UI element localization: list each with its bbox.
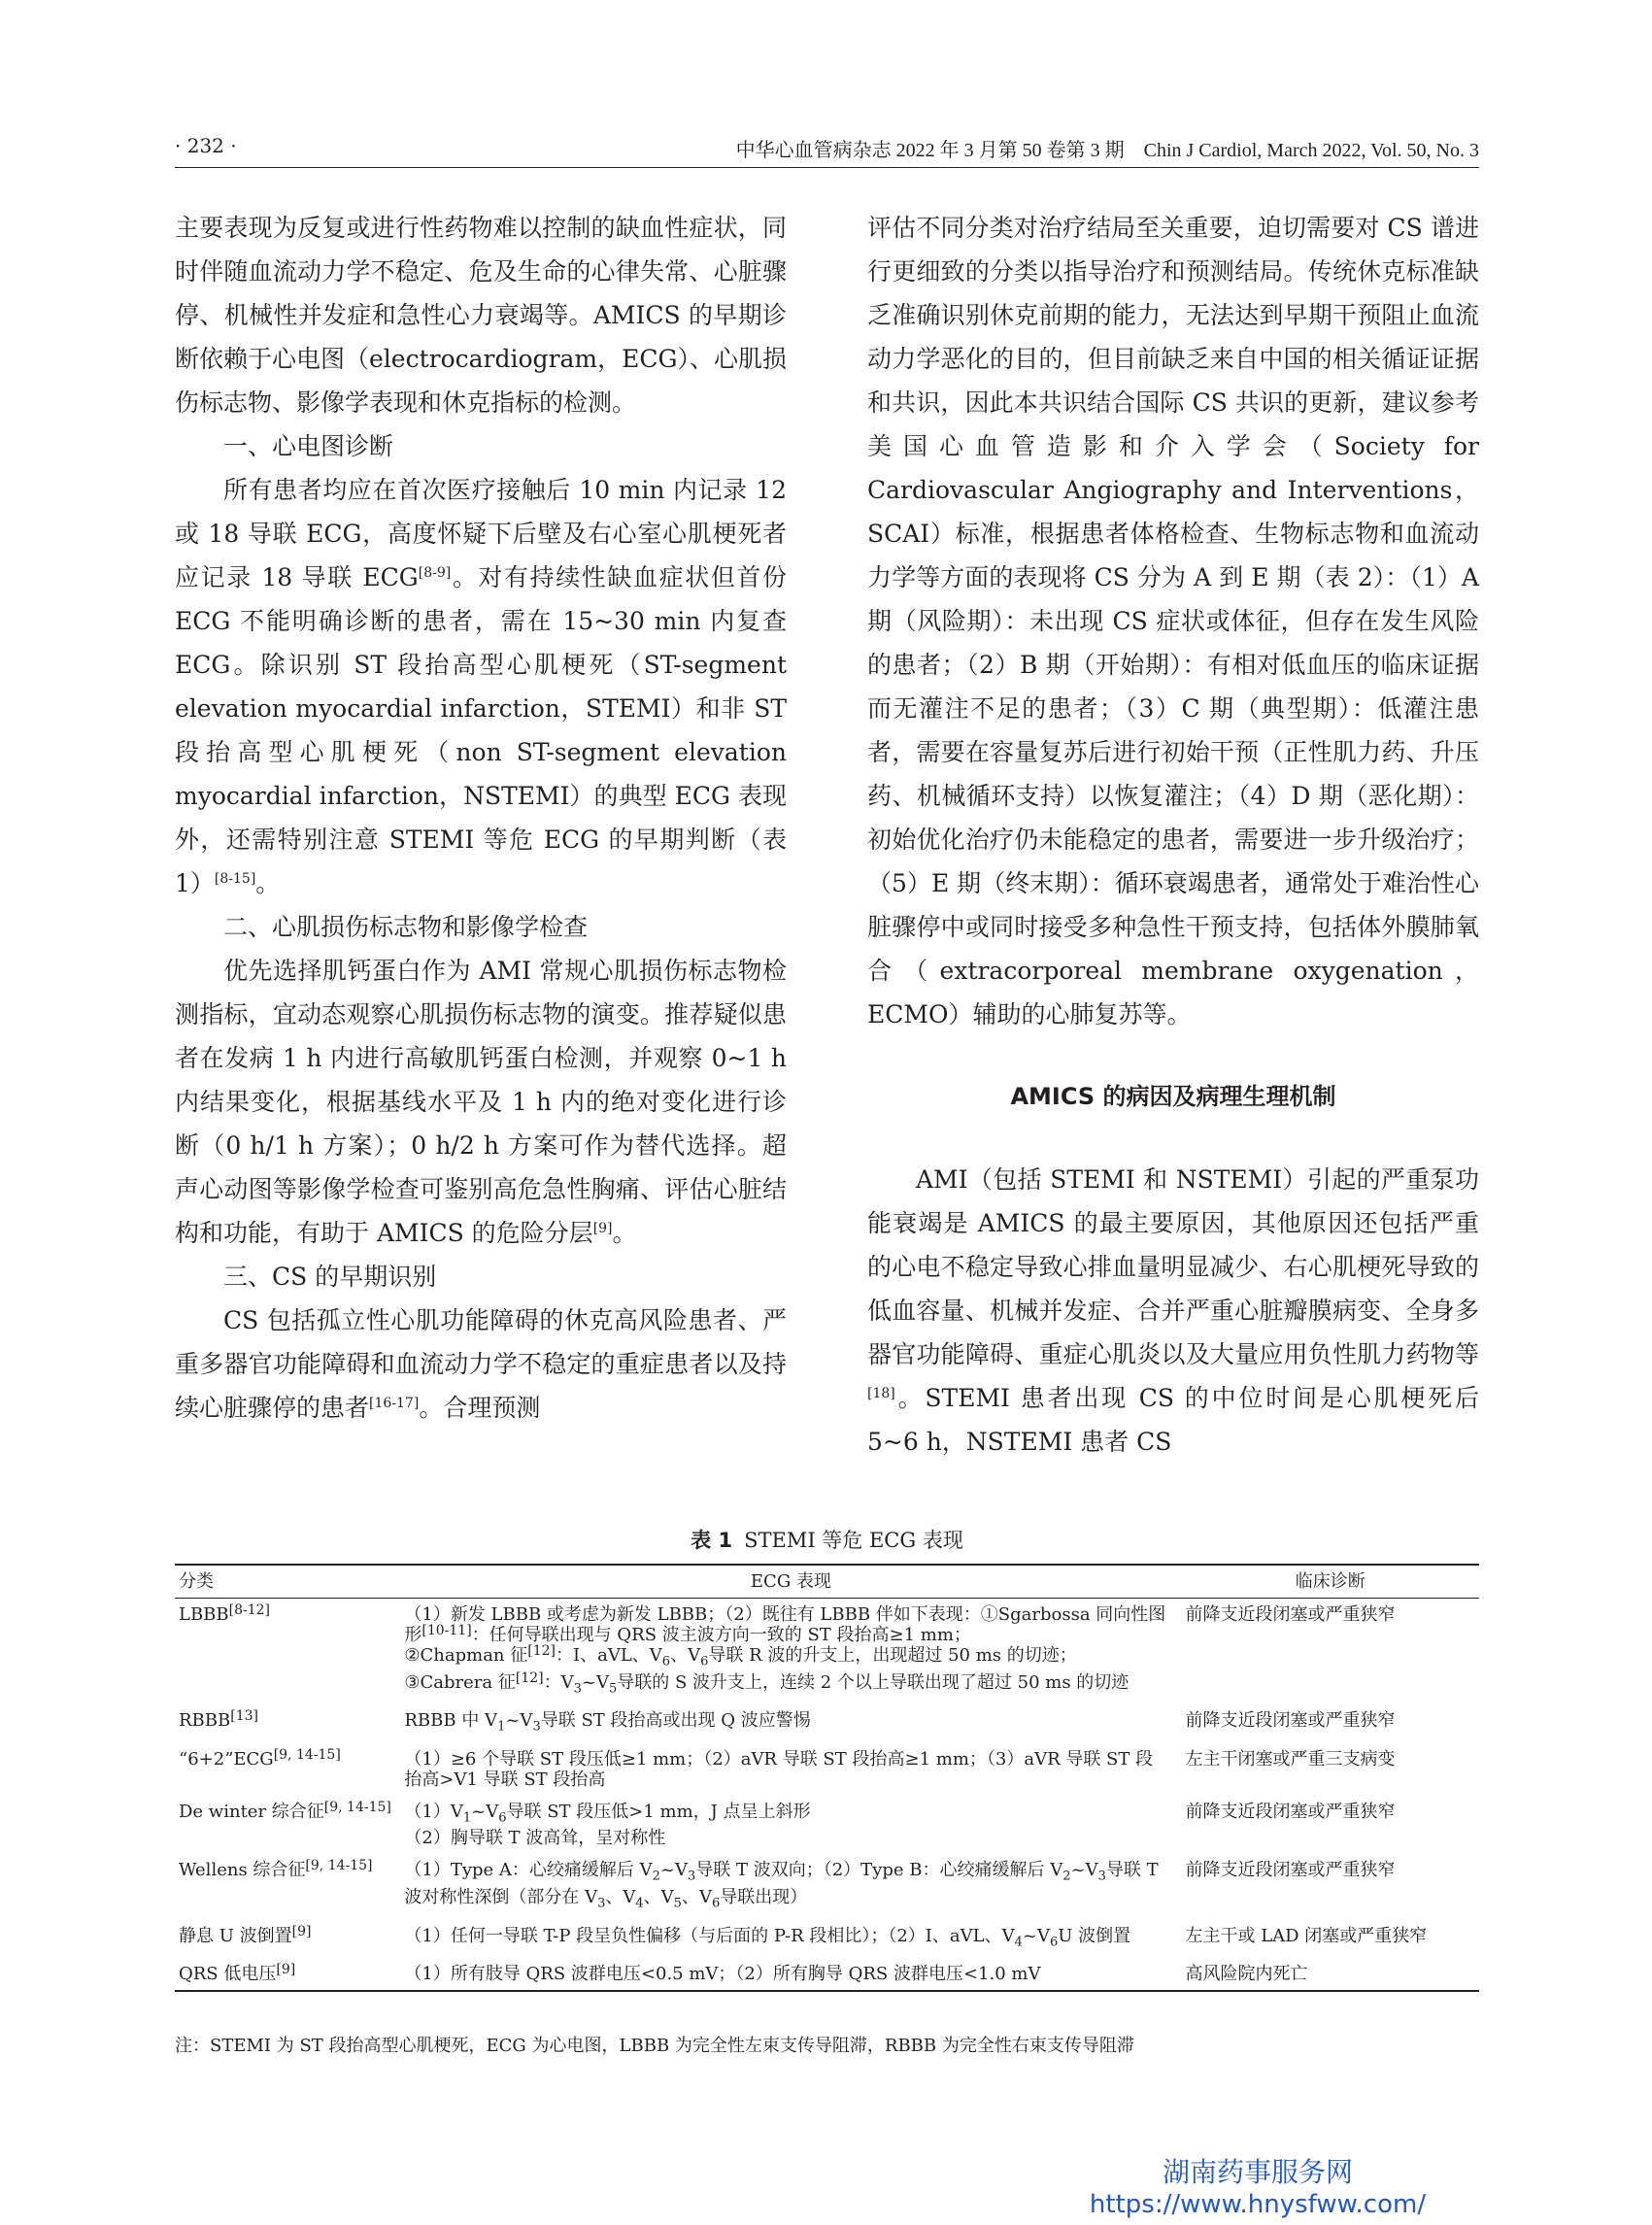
table-row bbox=[175, 1704, 1479, 1743]
paragraph: CS 包括孤立性心肌功能障碍的休克高风险患者、严重多器官功能障碍和血流动力学不稳定的重症患者以及持续心脏骤停的患者[16-17]。合理预测 bbox=[175, 1306, 787, 1422]
table-cell-diagnosis: 前降支近段闭塞或严重狭窄 bbox=[1185, 1860, 1396, 1881]
paragraph: 优先选择肌钙蛋白作为 AMI 常规心肌损伤标志物检测指标，宜动态观察心肌损伤标志物的演变。推荐疑似患者在发病 1 h 内进行高敏肌钙蛋白检测，并观察 0~1 h 内结果变化，根据基线水平及 1 h 内的绝对变化进行诊断（0 h/1 h 方案）；0 h/2 h 方案可作为替代选择。超声心动图等影像学检查可鉴别高危急性胸痛、评估心脏结构和功能，有助于 AMICS 的危险分层[9]。 bbox=[175, 957, 787, 1247]
table-row bbox=[175, 1958, 1479, 1991]
table-cell-ecg: RBBB 中 $V_1\sim V_3$导联 ST 段抬高或出现 Q 波应警惕 bbox=[404, 1710, 811, 1735]
table-cell-ecg: （1）≥6 个导联 ST 段压低≥1 mm；（2）aVR 导联 ST 段抬高≥1 mm；（3）aVR 导联 ST 段抬高>V1 导联 ST 段抬高 bbox=[404, 1748, 1154, 1790]
left-column bbox=[175, 206, 787, 1430]
table-cell-category: 静息 U 波倒置[9] bbox=[179, 1923, 312, 1946]
table-caption bbox=[175, 1525, 1479, 1554]
watermark bbox=[1063, 2156, 1452, 2220]
table-cell-diagnosis: 前降支近段闭塞或严重狭窄 bbox=[1185, 1710, 1396, 1732]
table-1 bbox=[175, 1564, 1479, 1992]
paragraph: AMI（包括 STEMI 和 NSTEMI）引起的严重泵功能衰竭是 AMICS 的最主要原因，其他原因还包括严重的心电不稳定导致心排血量明显减少、右心肌梗死导致的低血容量、机械并发症、合并严重心脏瓣膜病变、全身多器官功能障碍、重症心肌炎以及大量应用负性肌力药物等[18]。STEMI 患者出现 CS 的中位时间是心肌梗死后 5~6 h，NSTEMI 患者 CS bbox=[867, 1165, 1479, 1456]
right-column bbox=[867, 206, 1479, 1464]
table-cell-ecg: $(1)V_1\sim V_6$导联 ST 段压低>1 mm，J 点呈上斜形 （2）胸导联 T 波高耸，呈对称性 bbox=[404, 1801, 811, 1849]
table-row bbox=[175, 1920, 1479, 1959]
citation: [9] bbox=[592, 1221, 613, 1236]
table-cell-ecg: （1）新发 LBBB 或考虑为新发 LBBB；（2）既往有 LBBB 伴如下表现：①Sgarbossa 同向性图形[10-11]：任何导联出现与 QRS 波主波方向一致的 ST 段抬高≥1 mm； ②Chapman 征[12]：Ⅰ、aVL、$V_6$、$V_6$导联 R 波的升支上，出现超过 50 ms 的切迹； ③Cabrera 征[12]：$V_3\sim V_5$导联的 S 波升支上，连续 2 个以上导联出现了超过 50 ms 的切迹 bbox=[404, 1604, 1166, 1697]
column-header: 分类 bbox=[175, 1565, 400, 1599]
table-cell-diagnosis: 高风险院内死亡 bbox=[1181, 1958, 1479, 1991]
table-row bbox=[175, 1796, 1479, 1855]
column-header: 临床诊断 bbox=[1181, 1565, 1479, 1599]
table-cell-category: De winter 综合征[9, 14-15] bbox=[179, 1799, 391, 1822]
running-header bbox=[175, 134, 1479, 168]
table-cell-category: RBBB[13] bbox=[179, 1708, 258, 1732]
watermark-name: 湖南药事服务网 bbox=[1162, 2156, 1353, 2188]
table-header-row bbox=[175, 1565, 1479, 1599]
table-row bbox=[175, 1743, 1479, 1796]
table-cell-category: QRS 低电压[9] bbox=[175, 1958, 400, 1991]
paragraph: 所有患者均应在首次医疗接触后 10 min 内记录 12 或 18 导联 ECG，高度怀疑下后壁及右心室心肌梗死者应记录 18 导联 ECG[8-9]。对有持续性缺血症状但首份 ECG 不能明确诊断的患者，需在 15~30 min 内复查 ECG。除识别 ST 段抬高型心肌梗死（ST-segment elevation myocardial infarction，STEMI）和非 ST 段抬高型心肌梗死（non ST-segment elevation myocardial infarction，NSTEMI）的典型 ECG 表现外，还需特别注意 STEMI 等危 ECG 的早期判断（表 1）[8-15]。 bbox=[175, 476, 787, 897]
subheading: 三、CS 的早期识别 bbox=[223, 1263, 437, 1291]
citation: [18] bbox=[867, 1386, 895, 1401]
journal-citation: 中华心血管病杂志 2022 年 3 月第 50 卷第 3 期 Chin J Cardiol, March 2022, Vol. 50, No. 3 bbox=[735, 140, 1479, 161]
table-row bbox=[175, 1599, 1479, 1705]
table-cell-category: “6+2”ECG[9, 14-15] bbox=[179, 1746, 341, 1770]
table-cell-diagnosis: 前降支近段闭塞或严重狭窄 bbox=[1185, 1604, 1396, 1625]
table-cell-ecg: （1）所有肢导 QRS 波群电压<0.5 mV；（2）所有胸导 QRS 波群电压<1.0 mV bbox=[400, 1958, 1181, 1991]
watermark-url[interactable]: https://www.hnysfww.com/ bbox=[1089, 2190, 1427, 2219]
column-header: ECG 表现 bbox=[400, 1565, 1181, 1599]
table-cell-category: Wellens 综合征[9, 14-15] bbox=[179, 1858, 373, 1881]
subheading: 一、心电图诊断 bbox=[223, 432, 394, 460]
citation: [8-15] bbox=[214, 871, 256, 887]
table-note: 注：STEMI 为 ST 段抬高型心肌梗死，ECG 为心电图，LBBB 为完全性左束支传导阻滞，RBBB 为完全性右束支传导阻滞 bbox=[175, 2036, 1134, 2056]
section-title: AMICS 的病因及病理生理机制 bbox=[1010, 1083, 1336, 1110]
table-cell-category: LBBB[8-12] bbox=[179, 1602, 271, 1625]
paragraph: 主要表现为反复或进行性药物难以控制的缺血性症状，同时伴随血流动力学不稳定、危及生命的心律失常、心脏骤停、机械性并发症和急性心力衰竭等。AMICS 的早期诊断依赖于心电图（electrocardiogram，ECG）、心肌损伤标志物、影像学表现和休克指标的检测。 bbox=[175, 214, 787, 417]
table-cell-diagnosis: 左主干闭塞或严重三支病变 bbox=[1185, 1748, 1396, 1770]
citation: [16-17] bbox=[369, 1396, 420, 1411]
table-cell-diagnosis: 前降支近段闭塞或严重狭窄 bbox=[1185, 1801, 1396, 1822]
table-cell-ecg: （1）Type A：心绞痛缓解后 $V_2\sim V_3$导联 T 波双向；（2）Type B：心绞痛缓解后 $V_2\sim V_3$导联 T 波对称性深倒（部分在 $V_3$、$V_4$、$V_5$、$V_6$导联出现） bbox=[404, 1860, 1159, 1911]
paragraph: 评估不同分类对治疗结局至关重要，迫切需要对 CS 谱进行更细致的分类以指导治疗和预测结局。传统休克标准缺乏准确识别休克前期的能力，无法达到早期干预阻止血流动力学恶化的目的，但目前缺乏来自中国的相关循证证据和共识，因此本共识结合国际 CS 共识的更新，建议参考美国心血管造影和介入学会（Society for Cardiovascular Angiography and Interventions，SCAI）标准，根据患者体格检查、生物标志物和血流动力学等方面的表现将 CS 分为 A 到 E 期（表 2）：（1）A 期（风险期）：未出现 CS 症状或体征，但存在发生风险的患者；（2）B 期（开始期）：有相对低血压的临床证据而无灌注不足的患者；（3）C 期（典型期）：低灌注患者，需要在容量复苏后进行初始干预（正性肌力药、升压药、机械循环支持）以恢复灌注；（4）D 期（恶化期）：初始优化治疗仍未能稳定的患者，需要进一步升级治疗；（5）E 期（终末期）：循环衰竭患者，通常处于难治性心脏骤停中或同时接受多种急性干预支持，包括体外膜肺氧合（extracorporeal membrane oxygenation，ECMO）辅助的心肺复苏等。 bbox=[867, 214, 1479, 1028]
table-row bbox=[175, 1854, 1479, 1919]
subheading: 二、心肌损伤标志物和影像学检查 bbox=[223, 913, 589, 941]
table-cell-ecg: （1）任何一导联 T-P 段呈负性偏移（与后面的 P-R 段相比）；（2）Ⅰ、aVL、$V_4\sim V_6U$ 波倒置 bbox=[404, 1925, 1131, 1950]
citation: [8-9] bbox=[418, 565, 452, 581]
table-label: 表 1 bbox=[691, 1529, 733, 1552]
table-title: STEMI 等危 ECG 表现 bbox=[744, 1529, 963, 1552]
page-number: · 232 · bbox=[175, 134, 237, 157]
table-cell-diagnosis: 左主干或 LAD 闭塞或严重狭窄 bbox=[1185, 1925, 1428, 1946]
